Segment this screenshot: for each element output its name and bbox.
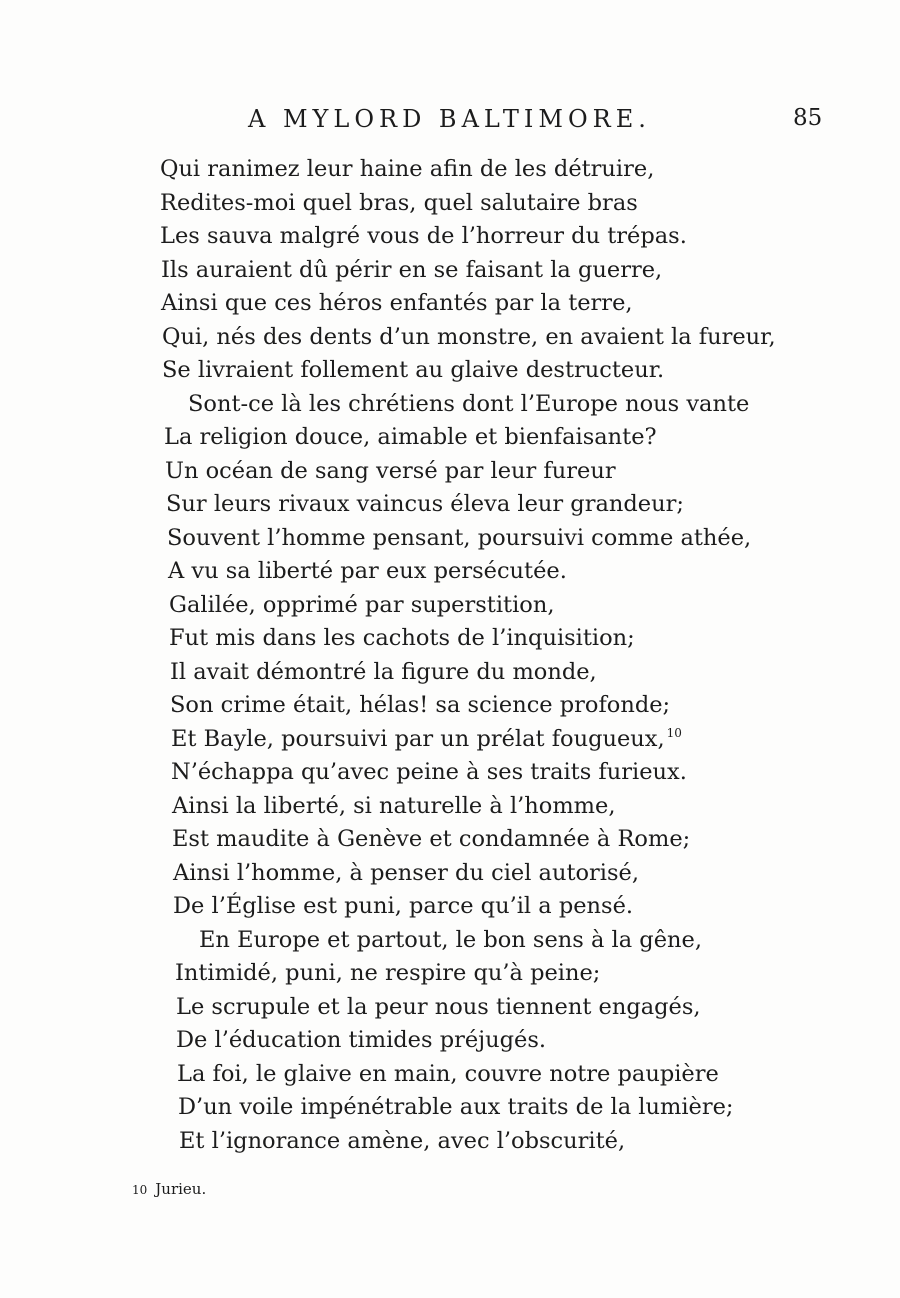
verse-line: Ils auraient dû périr en se faisant la guerre,	[161, 256, 663, 283]
verse-line: De l’éducation timides préjugés.	[176, 1027, 547, 1053]
verse-line: Un océan de sang versé par leur fureur	[165, 457, 616, 484]
verse-line: D’un voile impénétrable aux traits de la lumière;	[178, 1094, 734, 1120]
verse-line: La foi, le glaive en main, couvre notre paupière	[177, 1060, 719, 1087]
verse-line: A vu sa liberté par eux persécutée.	[168, 558, 567, 584]
verse-line: Il avait démontré la figure du monde,	[170, 658, 597, 685]
footnote	[132, 1180, 206, 1198]
poem-text	[160, 153, 800, 1158]
verse-line: La religion douce, aimable et bienfaisante?	[164, 424, 657, 450]
verse-line: Se livraient follement au glaive destructeur.	[162, 357, 665, 383]
verse-line: Ainsi la liberté, si naturelle à l’homme,	[172, 792, 616, 819]
verse-line: Et l’ignorance amène, avec l’obscurité,	[179, 1127, 626, 1154]
page-header	[0, 105, 900, 141]
verse-line: Son crime était, hélas! sa science profonde;	[170, 692, 671, 718]
verse-line: Ainsi que ces héros enfantés par la terre,	[161, 290, 633, 316]
verse-line: De l’Église est puni, parce qu’il a pensé.	[173, 893, 634, 919]
verse-line: Sont-ce là les chrétiens dont l’Europe nous vante	[188, 390, 750, 417]
verse-line: Intimidé, puni, ne respire qu’à peine;	[175, 960, 601, 986]
footnote-marker: 10	[666, 726, 682, 740]
verse-line: Les sauva malgré vous de l’horreur du trépas.	[160, 223, 687, 249]
verse-line: Qui, nés des dents d’un monstre, en avaient la fureur,	[162, 323, 776, 350]
verse-line: Souvent l’homme pensant, poursuivi comme athée,	[167, 524, 752, 551]
verse-line: En Europe et partout, le bon sens à la gêne,	[199, 926, 702, 953]
verse-line: Qui ranimez leur haine afin de les détruire,	[160, 156, 655, 182]
footnote-number: 10	[132, 1183, 148, 1197]
verse-line: Galilée, opprimé par superstition,	[169, 591, 555, 618]
verse-line: Et Bayle, poursuivi par un prélat fougueux, $^{10}$	[171, 725, 682, 752]
page-number: 85	[793, 105, 823, 131]
verse-line: Sur leurs rivaux vaincus éleva leur grandeur;	[166, 491, 684, 517]
verse-line: N’échappa qu’avec peine à ses traits furieux.	[171, 759, 687, 785]
verse-line: Le scrupule et la peur nous tiennent engagés,	[176, 993, 701, 1020]
footnote-text: Jurieu.	[155, 1180, 207, 1198]
running-title: A MYLORD BALTIMORE.	[248, 105, 651, 133]
verse-line: Ainsi l’homme, à penser du ciel autorisé,	[173, 859, 640, 886]
verse-line: Est maudite à Genève et condamnée à Rome;	[172, 826, 691, 852]
verse-line: Fut mis dans les cachots de l’inquisition;	[169, 625, 635, 651]
verse-line: Redites-moi quel bras, quel salutaire bras	[160, 189, 638, 216]
